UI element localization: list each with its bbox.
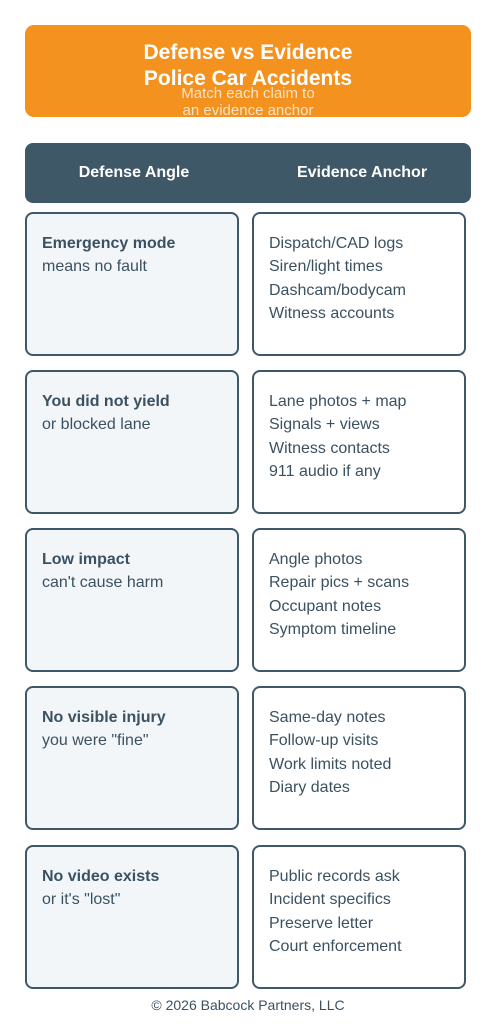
subtitle-line-2: an evidence anchor (182, 102, 314, 119)
evidence-card-4 (252, 686, 466, 830)
column-header-bar (25, 143, 471, 203)
defense-card-5 (25, 845, 239, 989)
defense-card-1 (25, 212, 239, 356)
column-header-defense: Defense Angle (78, 164, 190, 181)
defense-detail: or blocked lane (42, 416, 151, 434)
evidence-item: Public records ask (269, 868, 400, 885)
evidence-item: Incident specifics (269, 891, 391, 909)
evidence-item: Witness accounts (269, 304, 395, 322)
copyright-footer: © 2026 Babcock Partners, LLC (151, 997, 345, 1013)
evidence-item: Preserve letter (269, 914, 374, 932)
defense-detail: or it's "lost" (42, 891, 121, 909)
defense-title: No video exists (42, 868, 160, 885)
evidence-item: Lane photos + map (269, 393, 407, 410)
title-banner (25, 25, 471, 117)
evidence-item: 911 audio if any (269, 462, 381, 480)
subtitle-line-1: Match each claim to (181, 85, 315, 102)
page-title-line-1: Defense vs Evidence (143, 41, 353, 64)
defense-title: Low impact (42, 551, 131, 568)
evidence-item: Dashcam/bodycam (269, 281, 406, 299)
defense-card-4 (25, 686, 239, 830)
evidence-card-2 (252, 370, 466, 514)
evidence-item: Dispatch/CAD logs (269, 235, 404, 252)
defense-title: You did not yield (42, 393, 170, 410)
evidence-item: Work limits noted (269, 755, 392, 773)
defense-detail: means no fault (42, 258, 147, 276)
page-title-line-2: Police Car Accidents (143, 67, 353, 90)
evidence-item: Witness contacts (269, 439, 390, 457)
evidence-card-1 (252, 212, 466, 356)
evidence-item: Diary dates (269, 778, 350, 796)
defense-detail: you were "fine" (42, 732, 149, 750)
evidence-item: Angle photos (269, 551, 363, 568)
evidence-item: Signals + views (269, 416, 380, 434)
defense-title: Emergency mode (42, 235, 176, 252)
evidence-card-5 (252, 845, 466, 989)
evidence-card-3 (252, 528, 466, 672)
column-header-evidence: Evidence Anchor (296, 164, 428, 181)
evidence-item: Same-day notes (269, 709, 386, 726)
defense-card-2 (25, 370, 239, 514)
evidence-item: Occupant notes (269, 597, 382, 615)
evidence-item: Repair pics + scans (269, 574, 410, 592)
evidence-item: Follow-up visits (269, 732, 379, 750)
evidence-item: Siren/light times (269, 258, 383, 276)
defense-title: No visible injury (42, 709, 166, 726)
evidence-item: Symptom timeline (269, 620, 397, 638)
evidence-item: Court enforcement (269, 937, 402, 955)
defense-card-3 (25, 528, 239, 672)
defense-detail: can't cause harm (42, 574, 164, 592)
